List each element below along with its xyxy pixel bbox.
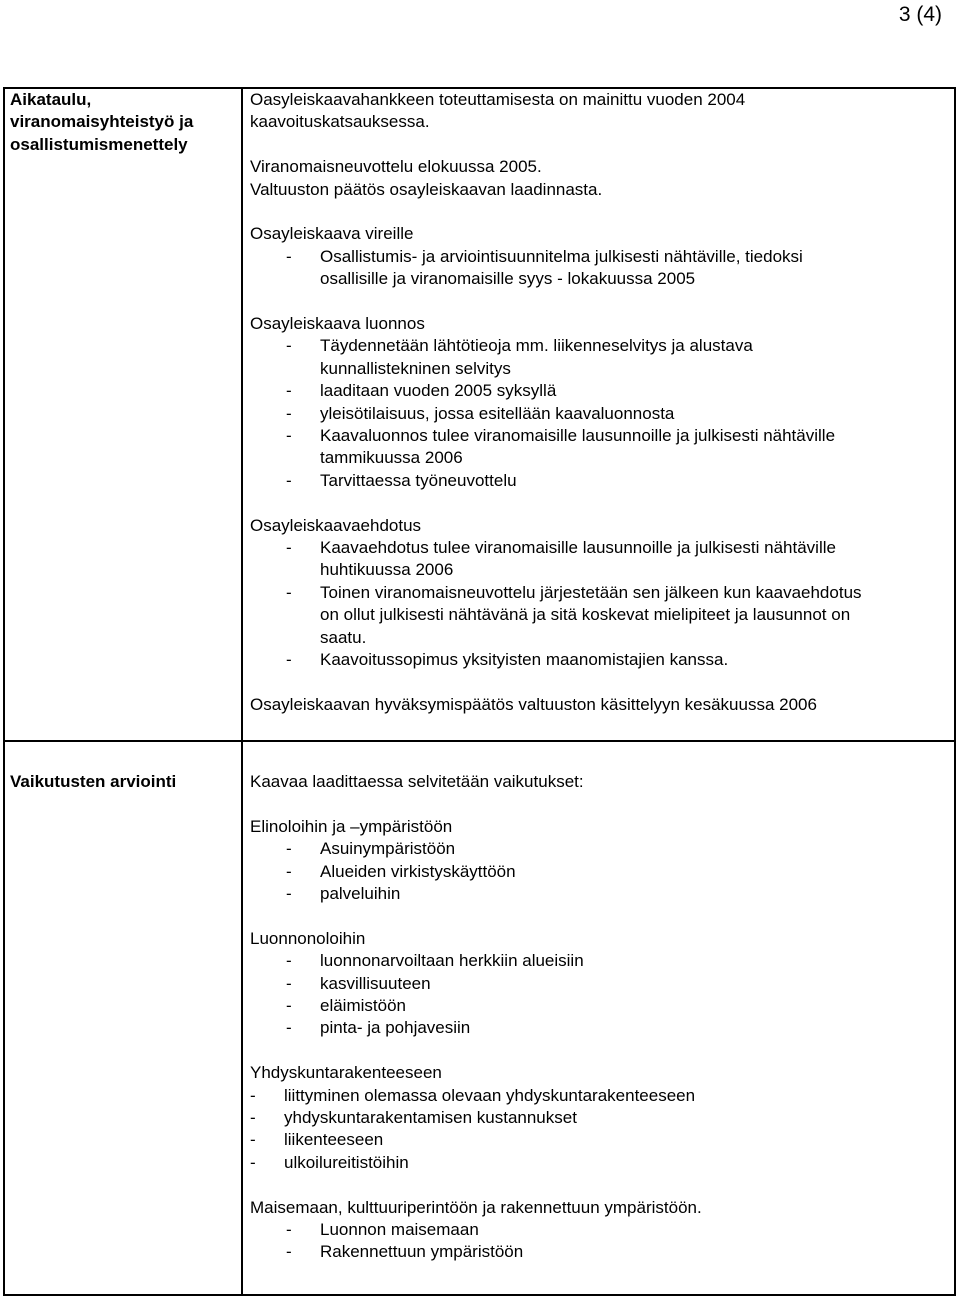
bullet-text-line: pinta- ja pohjavesiin	[320, 1018, 471, 1038]
row-label-impact-assessment	[10, 771, 235, 793]
bullet-text-line: yhdyskuntarakentamisen kustannukset	[284, 1108, 577, 1128]
bullet-dash: -	[286, 839, 292, 859]
bullet-text	[320, 425, 940, 470]
bullet-text	[320, 246, 940, 291]
row-content-schedule	[250, 89, 940, 739]
bullet-text	[320, 950, 940, 972]
bullet-text	[320, 537, 940, 582]
bullet-item	[250, 1017, 940, 1039]
bullet-text	[320, 1017, 940, 1039]
bullet-text-line: yleisötilaisuus, jossa esitellään kaavaluonnosta	[320, 403, 675, 423]
bullet-text	[320, 582, 940, 649]
bullet-text-line: luonnonarvoiltaan herkkiin alueisiin	[320, 951, 584, 971]
bullet-text-line: Kaavaluonnos tulee viranomaisille lausunnoille ja julkisesti nähtäville	[320, 426, 836, 446]
bullet-item	[250, 649, 940, 671]
bullet-dash: -	[286, 996, 292, 1016]
content-block	[250, 223, 940, 290]
bullet-item	[250, 1219, 940, 1241]
content-block	[250, 156, 940, 201]
bullet-dash: -	[286, 1242, 292, 1262]
content-block	[250, 1197, 940, 1264]
bullet-text	[320, 335, 940, 380]
bullet-item	[250, 403, 940, 425]
bullet-text	[320, 1241, 940, 1263]
bullet-text-line: osallisille ja viranomaisille syys - lokakuussa 2005	[320, 269, 696, 289]
bullet-dash: -	[286, 246, 292, 266]
bullet-text-line: eläimistöön	[320, 996, 406, 1016]
bullet-text-line: Luonnon maisemaan	[320, 1220, 479, 1240]
bullet-text-line: liittyminen olemassa olevaan yhdyskuntarakenteeseen	[284, 1085, 696, 1105]
section-heading: Osayleiskaava vireille	[250, 224, 414, 244]
bullet-text-line: ulkoilureitistöihin	[284, 1152, 409, 1172]
section-heading: Osayleiskaavaehdotus	[250, 515, 422, 535]
bullet-text	[284, 1152, 940, 1174]
bullet-text	[284, 1085, 940, 1107]
bullet-item	[250, 1085, 940, 1107]
bullet-dash: -	[286, 1018, 292, 1038]
content-line: Osayleiskaavan hyväksymispäätös valtuuston käsittelyyn kesäkuussa 2006	[250, 694, 817, 714]
bullet-text	[320, 883, 940, 905]
content-block	[250, 928, 940, 1040]
bullet-text-line: Tarvittaessa työneuvottelu	[320, 470, 517, 490]
bullet-dash: -	[286, 381, 292, 401]
content-line: Oasyleiskaavahankkeen toteuttamisesta on mainittu vuoden 2004	[250, 90, 746, 109]
bullet-text	[320, 973, 940, 995]
bullet-item	[250, 537, 940, 582]
bullet-dash: -	[286, 973, 292, 993]
bullet-text	[284, 1129, 940, 1151]
content-block	[250, 771, 940, 793]
bullet-dash: -	[286, 884, 292, 904]
bullet-text-line: Kaavoitussopimus yksityisten maanomistajien kanssa.	[320, 650, 729, 670]
bullet-item	[250, 246, 940, 291]
bullet-item	[250, 838, 940, 860]
bullet-text-line: Rakennettuun ympäristöön	[320, 1242, 524, 1262]
bullet-text	[320, 838, 940, 860]
section-heading: Yhdyskuntarakenteeseen	[250, 1063, 442, 1083]
bullet-dash: -	[286, 538, 292, 558]
content-line: Kaavaa laadittaessa selvitetään vaikutukset:	[250, 772, 584, 791]
content-block	[250, 1062, 940, 1174]
content-line: kaavoituskatsauksessa.	[250, 112, 430, 132]
content-block	[250, 694, 940, 716]
bullet-item	[250, 1129, 940, 1151]
row-label-line: viranomaisyhteistyö ja	[10, 112, 194, 132]
bullet-text	[320, 995, 940, 1017]
content-line: Viranomaisneuvottelu elokuussa 2005.	[250, 157, 542, 177]
section-heading: Osayleiskaava luonnos	[250, 314, 425, 334]
bullet-item	[250, 582, 940, 649]
bullet-item	[250, 995, 940, 1017]
column-divider	[241, 87, 243, 1296]
bullet-dash: -	[286, 470, 292, 490]
row-label-line: Vaikutusten arviointi	[10, 772, 177, 791]
bullet-text-line: palveluihin	[320, 884, 401, 904]
row-content-impact-assessment	[250, 771, 940, 1286]
bullet-text	[320, 861, 940, 883]
bullet-text	[320, 1219, 940, 1241]
bullet-dash: -	[286, 650, 292, 670]
row-label-schedule	[10, 89, 235, 156]
bullet-text-line: Toinen viranomaisneuvottelu järjestetään sen jälkeen kun kaavaehdotus	[320, 582, 862, 602]
bullet-dash: -	[286, 582, 292, 602]
bullet-text-line: on ollut julkisesti nähtävänä ja sitä koskevat mielipiteet ja lausunnot on	[320, 605, 851, 625]
bullet-text-line: Kaavaehdotus tulee viranomaisille lausunnoille ja julkisesti nähtäville	[320, 538, 836, 558]
bullet-text	[320, 649, 940, 671]
bullet-dash: -	[250, 1130, 256, 1150]
bullet-text-line: kunnallistekninen selvitys	[320, 358, 511, 378]
bullet-item	[250, 950, 940, 972]
section-heading: Elinoloihin ja –ympäristöön	[250, 816, 453, 836]
content-block	[250, 89, 940, 134]
bullet-text	[284, 1107, 940, 1129]
bullet-item	[250, 1241, 940, 1263]
bullet-dash: -	[286, 403, 292, 423]
row-label-line: Aikataulu,	[10, 90, 92, 109]
content-block	[250, 313, 940, 492]
content-line: Valtuuston päätös osayleiskaavan laadinnasta.	[250, 179, 603, 199]
bullet-dash: -	[286, 861, 292, 881]
bullet-dash: -	[286, 1220, 292, 1240]
bullet-item	[250, 425, 940, 470]
bullet-text-line: Alueiden virkistyskäyttöön	[320, 861, 516, 881]
bullet-dash: -	[286, 336, 292, 356]
bullet-dash: -	[286, 426, 292, 446]
bullet-item	[250, 380, 940, 402]
bullet-text-line: tammikuussa 2006	[320, 448, 463, 468]
bullet-item	[250, 1107, 940, 1129]
bullet-dash: -	[250, 1108, 256, 1128]
bullet-dash: -	[250, 1085, 256, 1105]
section-heading: Maisemaan, kulttuuriperintöön ja rakennettuun ympäristöön.	[250, 1197, 702, 1217]
bullet-dash: -	[250, 1152, 256, 1172]
bullet-item	[250, 335, 940, 380]
bullet-text-line: Osallistumis- ja arviointisuunnitelma julkisesti nähtäville, tiedoksi	[320, 246, 803, 266]
row-label-line: osallistumismenettely	[10, 134, 188, 154]
bullet-text	[320, 470, 940, 492]
bullet-item	[250, 470, 940, 492]
bullet-item	[250, 1152, 940, 1174]
bullet-item	[250, 883, 940, 905]
content-block	[250, 515, 940, 672]
bullet-text	[320, 403, 940, 425]
section-heading: Luonnonoloihin	[250, 928, 366, 948]
bullet-item	[250, 861, 940, 883]
bullet-text-line: Täydennetään lähtötieoja mm. liikenneselvitys ja alustava	[320, 336, 753, 356]
bullet-text-line: saatu.	[320, 627, 367, 647]
bullet-item	[250, 973, 940, 995]
bullet-text-line: Asuinympäristöön	[320, 839, 456, 859]
bullet-text-line: laaditaan vuoden 2005 syksyllä	[320, 381, 557, 401]
page-number: 3 (4)	[898, 3, 942, 26]
content-block	[250, 816, 940, 906]
bullet-text-line: huhtikuussa 2006	[320, 560, 454, 580]
bullet-text-line: liikenteeseen	[284, 1130, 384, 1150]
row-divider	[3, 740, 956, 742]
bullet-text-line: kasvillisuuteen	[320, 973, 431, 993]
bullet-text	[320, 380, 940, 402]
bullet-dash: -	[286, 951, 292, 971]
